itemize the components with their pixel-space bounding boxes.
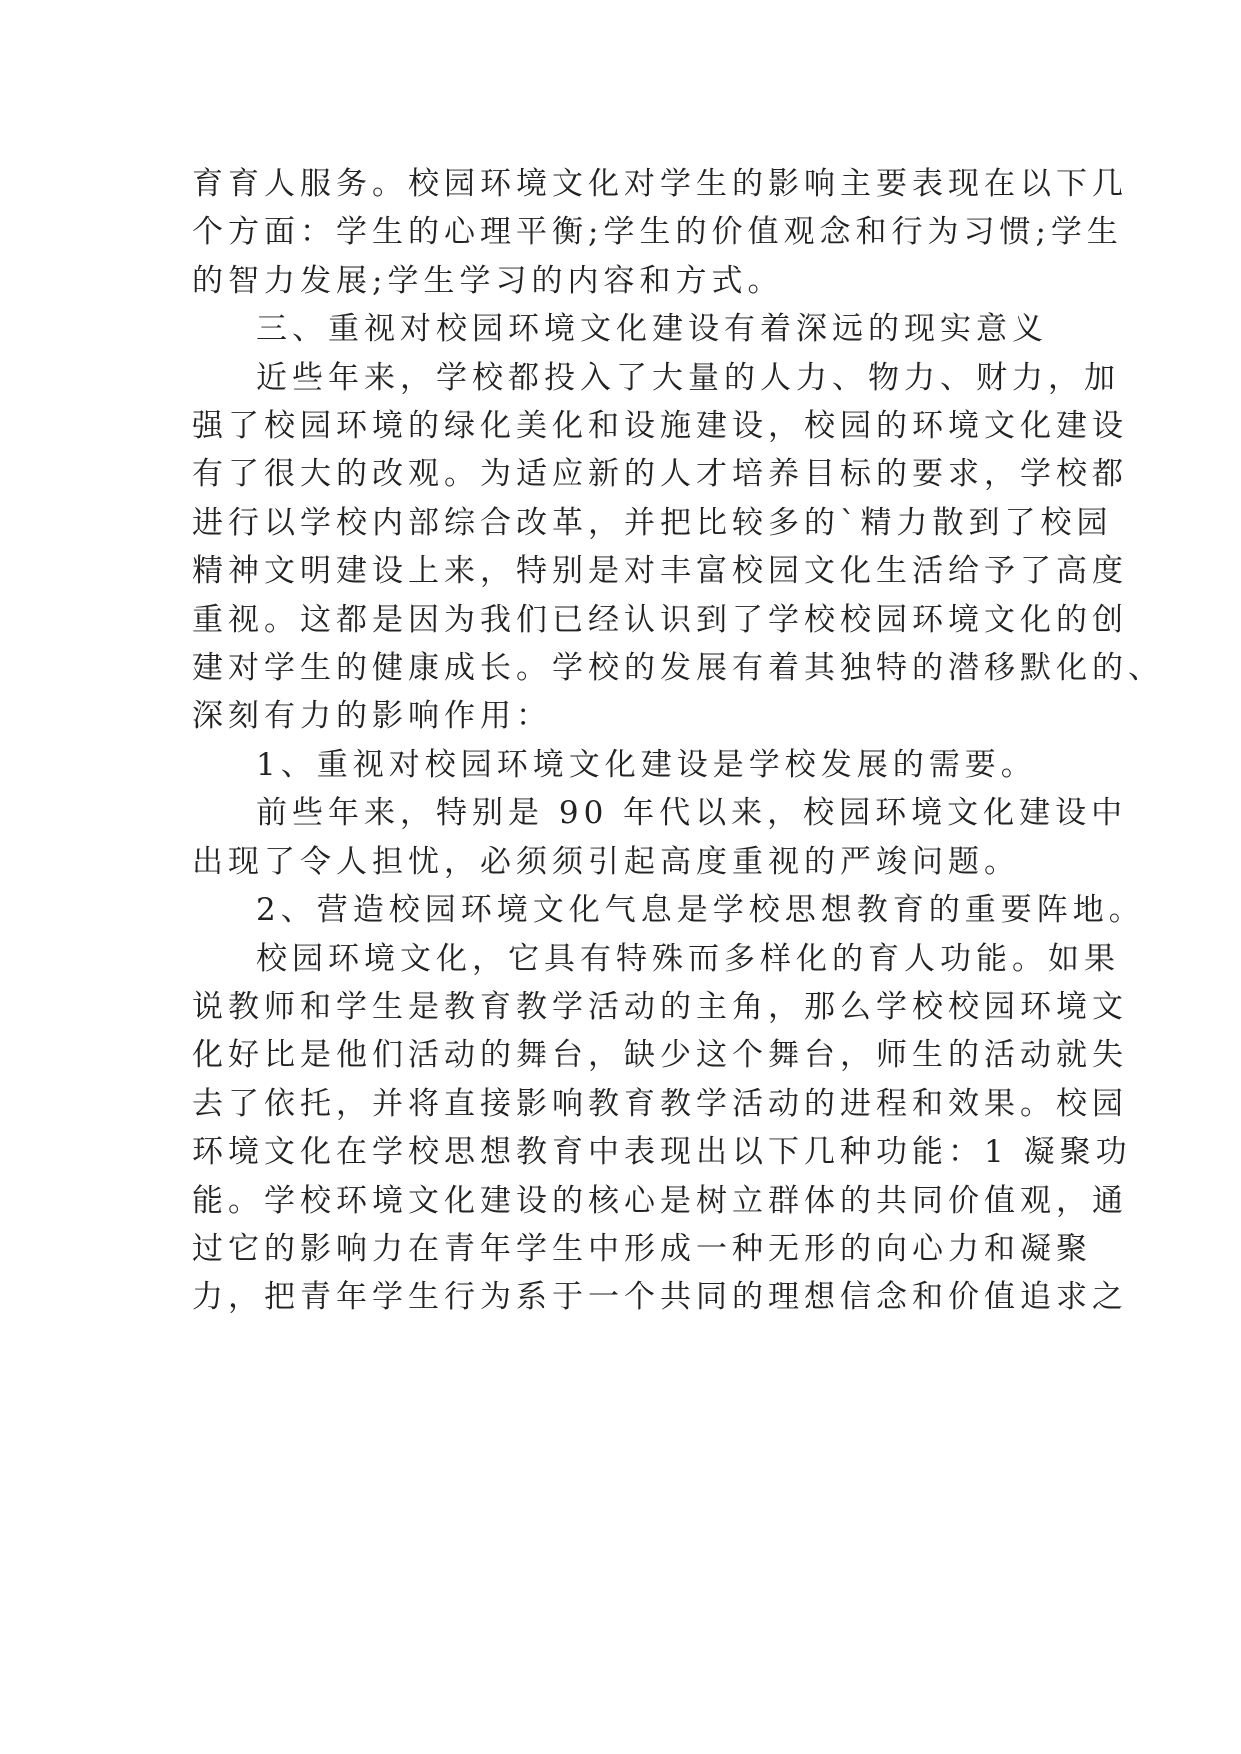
text-line: 建对学生的健康成长。学校的发展有着其独特的潜移默化的、 — [192, 650, 1164, 687]
text-line: 育育人服务。校园环境文化对学生的影响主要表现在以下几 — [192, 166, 1128, 202]
text-line: 去了依托，并将直接影响教育教学活动的进程和效果。校园 — [192, 1085, 1128, 1122]
text-line: 能。学校环境文化建设的核心是树立群体的共同价值观，通 — [192, 1182, 1128, 1219]
document-body — [192, 160, 1164, 1322]
text-line: 环境文化在学校思想教育中表现出以下几种功能：1 凝聚功 — [192, 1134, 1132, 1171]
text-line: 化好比是他们活动的舞台，缺少这个舞台，师生的活动就失 — [192, 1037, 1128, 1074]
text-line: 力，把青年学生行为系于一个共同的理想信念和价值追求之 — [192, 1279, 1128, 1316]
text-line: 深刻有力的影响作用： — [192, 698, 552, 735]
text-line: 校园环境文化，它具有特殊而多样化的育人功能。如果 — [256, 940, 1120, 977]
text-line: 前些年来，特别是 90 年代以来，校园环境文化建设中 — [256, 795, 1128, 832]
text-line: 2、营造校园环境文化气息是学校思想教育的重要阵地。 — [256, 892, 1145, 929]
text-line: 有了很大的改观。为适应新的人才培养目标的要求，学校都 — [192, 456, 1128, 493]
text-line: 进行以学校内部综合改革，并把比较多的`精力散到了校园 — [192, 504, 1113, 541]
text-line: 个方面：学生的心理平衡;学生的价值观念和行为习惯;学生 — [192, 214, 1123, 251]
text-line: 三、重视对校园环境文化建设有着深远的现实意义 — [256, 311, 1048, 348]
text-line: 的智力发展;学生学习的内容和方式。 — [192, 262, 784, 299]
text-line: 重视。这都是因为我们已经认识到了学校校园环境文化的创 — [192, 601, 1128, 638]
text-line: 过它的影响力在青年学生中形成一种无形的向心力和凝聚 — [192, 1230, 1092, 1267]
text-line: 精神文明建设上来，特别是对丰富校园文化生活给予了高度 — [192, 553, 1128, 590]
text-line: 近些年来，学校都投入了大量的人力、物力、财力，加 — [256, 359, 1120, 396]
text-line: 出现了令人担忧，必须须引起高度重视的严竣问题。 — [192, 843, 1020, 880]
text-line: 说教师和学生是教育教学活动的主角，那么学校校园环境文 — [192, 988, 1128, 1025]
text-line: 1、重视对校园环境文化建设是学校发展的需要。 — [256, 746, 1037, 783]
text-line: 强了校园环境的绿化美化和设施建设，校园的环境文化建设 — [192, 408, 1128, 445]
